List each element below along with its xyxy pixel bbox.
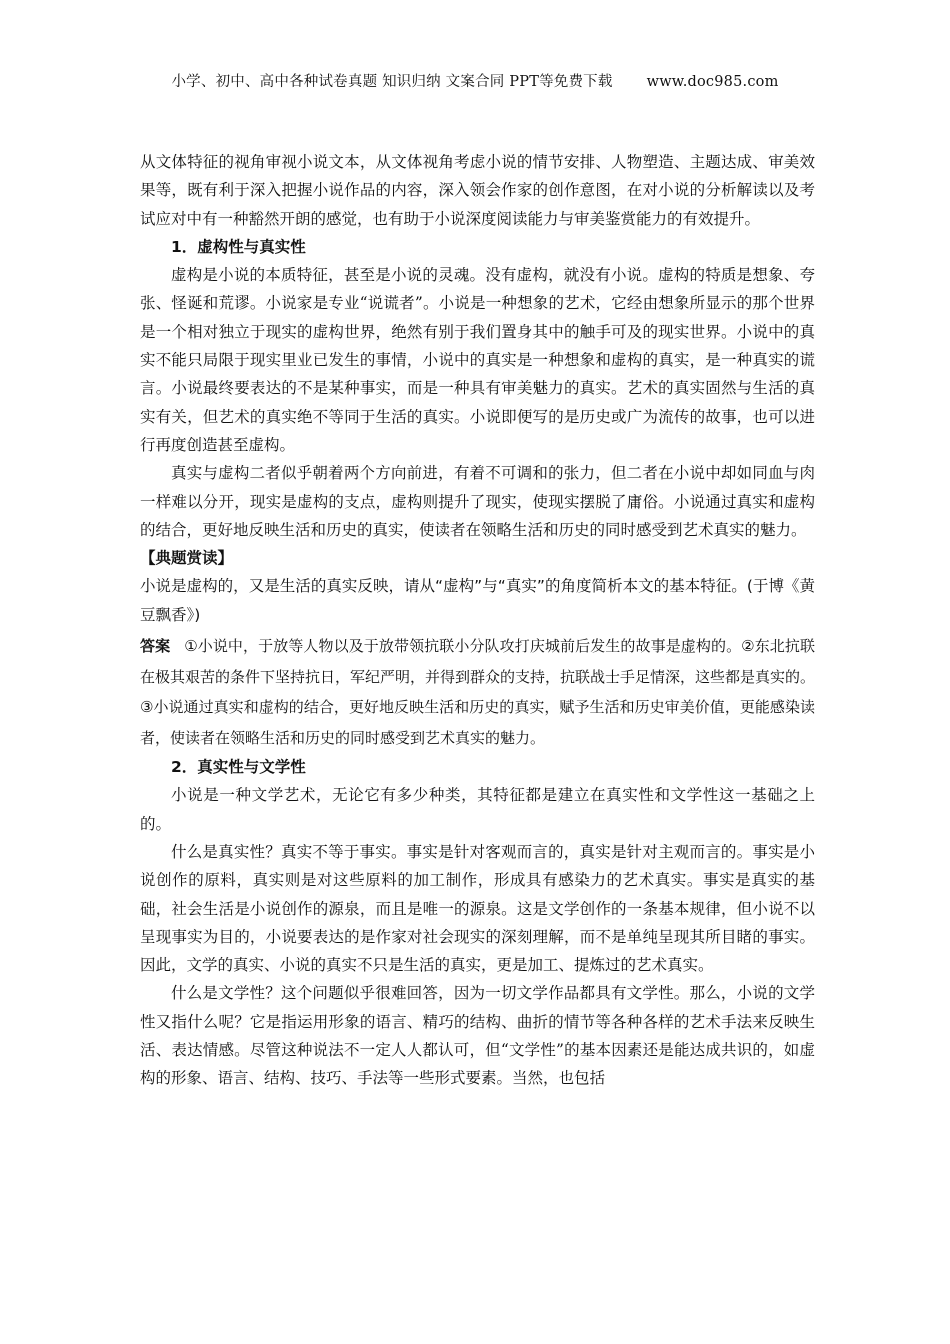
page-header: [0, 70, 950, 91]
paragraph-what-is-literariness: 什么是文学性？这个问题似乎很难回答，因为一切文学作品都具有文学性。那么，小说的文学性又指什么呢？它是指运用形象的语言、精巧的结构、曲折的情节等各种各样的艺术手法来反映生活、表达情感。尽管这种说法不一定人人都认可，但“文学性”的基本因素还是能达成共识的，如虚构的形象、语言、结构、技巧、手法等一些形式要素。当然，也包括: [140, 984, 815, 1088]
article-body: [140, 148, 815, 1093]
header-text: 小学、初中、高中各种试卷真题 知识归纳 文案合同 PPT等免费下载: [171, 74, 613, 90]
paragraph-literary-art: 小说是一种文学艺术，无论它有多少种类，其特征都是建立在真实性和文学性这一基础之上的。: [140, 786, 815, 833]
answer-block: [140, 631, 815, 753]
paragraph-what-is-truth: 什么是真实性？真实不等于事实。事实是针对客观而言的，真实是针对主观而言的。事实是小说创作的原料，真实则是对这些原料的加工制作，形成具有感染力的艺术真实。事实是真实的基础，社会生活是小说创作的源泉，而且是唯一的源泉。这是文学创作的一条基本规律，但小说不以呈现事实为目的，小说要表达的是作家对社会现实的深刻理解，而不是单纯呈现其所目睹的事实。因此，文学的真实、小说的真实不只是生活的真实，更是加工、提炼过的艺术真实。: [140, 842, 815, 975]
intro-paragraph: 从文体特征的视角审视小说文本，从文体视角考虑小说的情节安排、人物塑造、主题达成、审美效果等，既有利于深入把握小说作品的内容，深入领会作家的创作意图，在对小说的分析解读以及考试应对中有一种豁然开朗的感觉，也有助于小说深度阅读能力与审美鉴赏能力的有效提升。: [140, 153, 815, 228]
section-heading-1: 1．虚构性与真实性: [171, 237, 306, 256]
section-heading-2: 2．真实性与文学性: [171, 758, 306, 777]
answer-label: 答案: [140, 637, 171, 656]
question-text: 小说是虚构的，又是生活的真实反映，请从“虚构”与“真实”的角度简析本文的基本特征。(于博《黄豆飘香》): [140, 577, 815, 624]
answer-text: ①小说中，于放等人物以及于放带领抗联小分队攻打庆城前后发生的故事是虚构的。②东北抗联在极其艰苦的条件下坚持抗日，军纪严明，并得到群众的支持，抗联战士手足情深，这些都是真实的。③小说通过真实和虚构的结合，更好地反映生活和历史的真实，赋予生活和历史审美价值，更能感染读者，使读者在领略生活和历史的同时感受到艺术真实的魅力。: [140, 637, 816, 747]
example-label: 【典题赏读】: [140, 549, 234, 568]
paragraph-fiction: 虚构是小说的本质特征，甚至是小说的灵魂。没有虚构，就没有小说。虚构的特质是想象、夸张、怪诞和荒谬。小说家是专业“说谎者”。小说是一种想象的艺术，它经由想象所显示的那个世界是一个相对独立于现实的虚构世界，绝然有别于我们置身其中的触手可及的现实世界。小说中的真实不能只局限于现实里业已发生的事情，小说中的真实是一种想象和虚构的真实，是一种真实的谎言。小说最终要表达的不是某种事实，而是一种具有审美魅力的真实。艺术的真实固然与生活的真实有关，但艺术的真实绝不等同于生活的真实。小说即便写的是历史或广为流传的故事，也可以进行再度创造甚至虚构。: [140, 266, 815, 454]
paragraph-truth-fiction: 真实与虚构二者似乎朝着两个方向前进，有着不可调和的张力，但二者在小说中却如同血与肉一样难以分开，现实是虚构的支点，虚构则提升了现实，使现实摆脱了庸俗。小说通过真实和虚构的结合，更好地反映生活和历史的真实，使读者在领略生活和历史的同时感受到艺术真实的魅力。: [140, 464, 815, 539]
header-url: www.doc985.com: [646, 74, 779, 90]
